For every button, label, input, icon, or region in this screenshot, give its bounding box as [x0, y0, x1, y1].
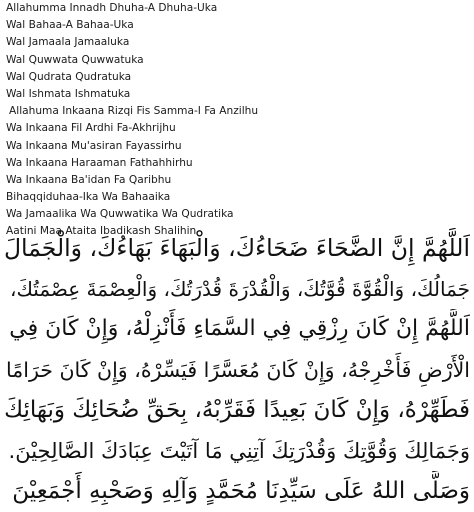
transliteration-line: Allahumma Innadh Dhuha-A Dhuha-Uka [6, 2, 218, 14]
arabic-line: فَطَهِّرْهُ، وَإِنْ كَانَ بَعِيدًا فَقَرِّبْهُ، بِحَقِّ ضُحَائِكَ وَبَهَائِكَ [4, 397, 470, 423]
transliteration-line: Wa Inkaana Ba'idan Fa Qaribhu [6, 173, 172, 186]
arabic-line: اَللَّهُمَّ إِنْ كَانَ رِزْقِي فِي السَّمَاءِ فَأَنْزِلْهُ، وَإِنْ كَانَ فِي [9, 316, 470, 341]
arabic-line: الْأَرْضِ فَأَخْرِجْهُ، وَإِنْ كَانَ مُعَسَّرًا فَيَسِّرْهُ، وَإِنْ كَانَ حَرَامًا [6, 357, 470, 382]
transliteration-line: Bihaqqiduhaa-Ika Wa Bahaaika [6, 191, 171, 204]
arabic-line: اَللَّهُمَّ إِنَّ الضَّحَاءَ ضَحَاءُكَ، وَالْبَهَاءَ بَهَاءُكَ، وَالْجَمَالَ [4, 234, 470, 262]
transliteration-line: Wa Inkaana Fil Ardhi Fa-Akhrijhu [6, 122, 176, 135]
transliteration-line: Wal Ishmata Ishmatuka [6, 87, 131, 100]
transliteration-line: Wal Bahaa-A Bahaa-Uka [6, 19, 134, 32]
transliteration-line: Wal Jamaala Jamaaluka [6, 36, 130, 49]
transliteration-line: Wa Jamaalika Wa Quwwatika Wa Qudratika [6, 208, 234, 221]
transliteration-block [6, 0, 468, 241]
arabic-line: وَصَلَّى اللهُ عَلَى سَيِّدِنَا مُحَمَّدٍ وَآلِهِ وَصَحْبِهِ أَجْمَعِيْنَ [12, 478, 470, 504]
arabic-line: وَجَمَالِكَ وَقُوَّتِكَ وَقُدْرَتِكَ آتِنِي مَا آتَيْتَ عِبَادَكَ الصَّالِحِيْنَ. [8, 438, 470, 463]
transliteration-line: Aatini Maa Ataita Ibadikash Shalihin [6, 225, 197, 238]
arabic-prayer-block [4, 228, 470, 512]
transliteration-line: Wal Quwwata Quwwatuka [6, 53, 144, 66]
transliteration-line: Wa Inkaana Haraaman Fathahhirhu [6, 156, 193, 169]
arabic-line: جَمَالُكَ، وَالْقُوَّةَ قُوَّتُكَ، وَالْقُدْرَةَ قُدْرَتُكَ، وَالْعِصْمَةَ عِصْمَتُكَ، [10, 276, 470, 301]
transliteration-line: Wal Qudrata Qudratuka [6, 70, 132, 83]
transliteration-line: Wa Inkaana Mu'asiran Fayassirhu [6, 139, 182, 152]
transliteration-line: Allahuma Inkaana Rizqi Fis Samma-I Fa Anzilhu [9, 105, 259, 118]
